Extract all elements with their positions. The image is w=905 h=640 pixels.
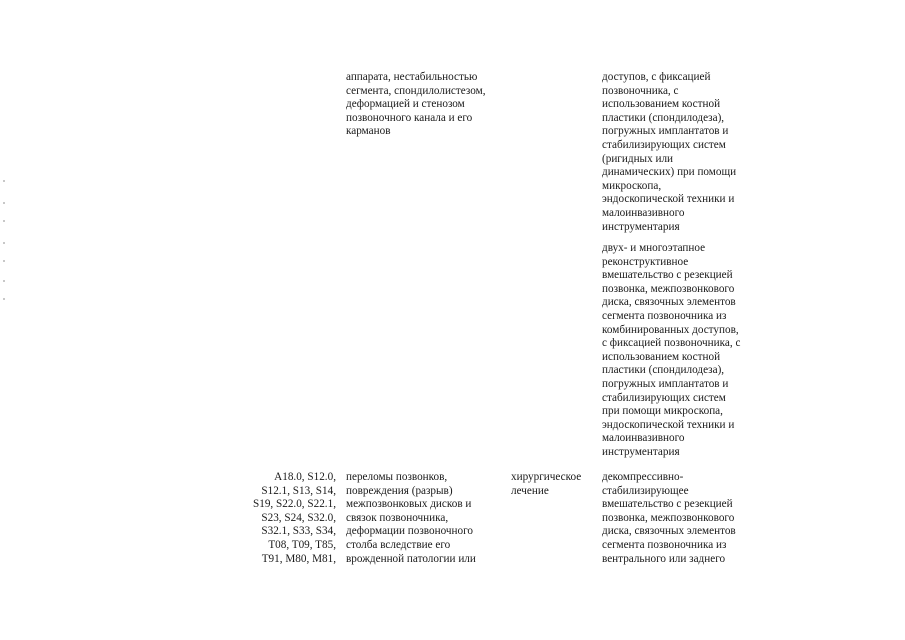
row1-method-b-line: диска, связочных элементов bbox=[602, 296, 736, 309]
row2-codes-cell bbox=[236, 471, 336, 566]
row1-method-b-line: малоинвазивного bbox=[602, 432, 685, 445]
row1-method-b-line: сегмента позвоночника из bbox=[602, 309, 727, 322]
row2-code-line: A18.0, S12.0, bbox=[274, 471, 336, 483]
row2-diagnosis-line: деформации позвоночного bbox=[346, 525, 473, 538]
row1-method-a-line: использованием костной bbox=[602, 98, 721, 111]
row2-diagnosis-line: столба вследствие его bbox=[346, 538, 451, 551]
row2-method-line: позвонка, межпозвонкового bbox=[602, 511, 735, 524]
row2-diagnosis-line: повреждения (разрыв) bbox=[346, 484, 453, 497]
row2-diagnosis-line: врожденной патологии или bbox=[346, 552, 476, 565]
row1-diagnosis-line: карманов bbox=[346, 125, 391, 138]
row1-method-b-line: инструментария bbox=[602, 445, 680, 458]
row1-method-b-line: стабилизирующих систем bbox=[602, 391, 726, 404]
row1-method-a-line: эндоскопической техники и bbox=[602, 193, 735, 206]
row2-code-line: T08, T09, T85, bbox=[268, 538, 336, 551]
row2-treatment-line: хирургическое bbox=[511, 471, 582, 483]
row2-code-line: S12.1, S13, S14, bbox=[261, 484, 336, 497]
row1-method-b-line: использованием костной bbox=[602, 350, 721, 363]
row2-treatment-cell bbox=[511, 471, 596, 498]
row1-method-b-line: вмешательство с резекцией bbox=[602, 269, 733, 282]
row2-code-line: S19, S22.0, S22.1, bbox=[253, 498, 336, 511]
row1-method-b-line: реконструктивное bbox=[602, 255, 689, 268]
row2-diagnosis-line: межпозвонковых дисков и bbox=[346, 498, 472, 511]
scan-margin-marks bbox=[3, 180, 7, 320]
row1-method-a-line: динамических) при помощи bbox=[602, 166, 737, 179]
row1-method-a-line: (ригидных или bbox=[602, 152, 674, 165]
row1-method-b-cell bbox=[602, 242, 762, 460]
row1-method-a-cell bbox=[602, 71, 762, 234]
row2-treatment-line: лечение bbox=[511, 484, 549, 497]
row2-code-line: S32.1, S33, S34, bbox=[261, 525, 336, 538]
row1-method-b-line: при помощи микроскопа, bbox=[602, 405, 723, 418]
row2-method-line: вентрального или заднего bbox=[602, 552, 726, 565]
row1-method-a-line: доступов, с фиксацией bbox=[602, 71, 711, 83]
row2-diagnosis-cell bbox=[346, 471, 506, 566]
row1-method-b-line: комбинированных доступов, bbox=[602, 323, 739, 336]
row1-method-a-line: малоинвазивного bbox=[602, 206, 685, 219]
row1-method-b-line: эндоскопической техники и bbox=[602, 418, 735, 431]
row1-method-b-line: пластики (спондилодеза), bbox=[602, 364, 725, 377]
row1-method-a-line: микроскопа, bbox=[602, 179, 662, 192]
row1-method-a-line: погружных имплантатов и bbox=[602, 125, 729, 138]
row1-method-a-line: стабилизирующих систем bbox=[602, 138, 726, 151]
row1-diagnosis-line: сегмента, спондилолистезом, bbox=[346, 84, 486, 97]
row1-diagnosis-line: деформацией и стенозом bbox=[346, 98, 465, 111]
row1-diagnosis-line: позвоночного канала и его bbox=[346, 111, 473, 124]
row1-diagnosis-line: аппарата, нестабильностью bbox=[346, 71, 478, 83]
row2-code-line: T91, M80, M81, bbox=[261, 552, 336, 565]
row2-method-line: стабилизирующее bbox=[602, 484, 689, 497]
row1-method-b-line: погружных имплантатов и bbox=[602, 377, 729, 390]
row1-method-a-line: позвоночника, с bbox=[602, 84, 679, 97]
row1-method-b-line: с фиксацией позвоночника, с bbox=[602, 337, 741, 350]
row2-code-line: S23, S24, S32.0, bbox=[261, 511, 336, 524]
row2-method-line: декомпрессивно- bbox=[602, 471, 684, 483]
row2-diagnosis-line: связок позвоночника, bbox=[346, 511, 449, 524]
row1-method-b-line: двух- и многоэтапное bbox=[602, 242, 706, 254]
row2-diagnosis-line: переломы позвонков, bbox=[346, 471, 448, 483]
row2-method-line: диска, связочных элементов bbox=[602, 525, 736, 538]
row2-method-line: вмешательство с резекцией bbox=[602, 498, 733, 511]
row2-method-cell bbox=[602, 471, 762, 566]
row2-method-line: сегмента позвоночника из bbox=[602, 538, 727, 551]
row1-diagnosis-cell bbox=[346, 71, 506, 139]
row1-method-a-line: инструментария bbox=[602, 220, 680, 233]
row1-method-a-line: пластики (спондилодеза), bbox=[602, 111, 725, 124]
row1-method-b-line: позвонка, межпозвонкового bbox=[602, 282, 735, 295]
